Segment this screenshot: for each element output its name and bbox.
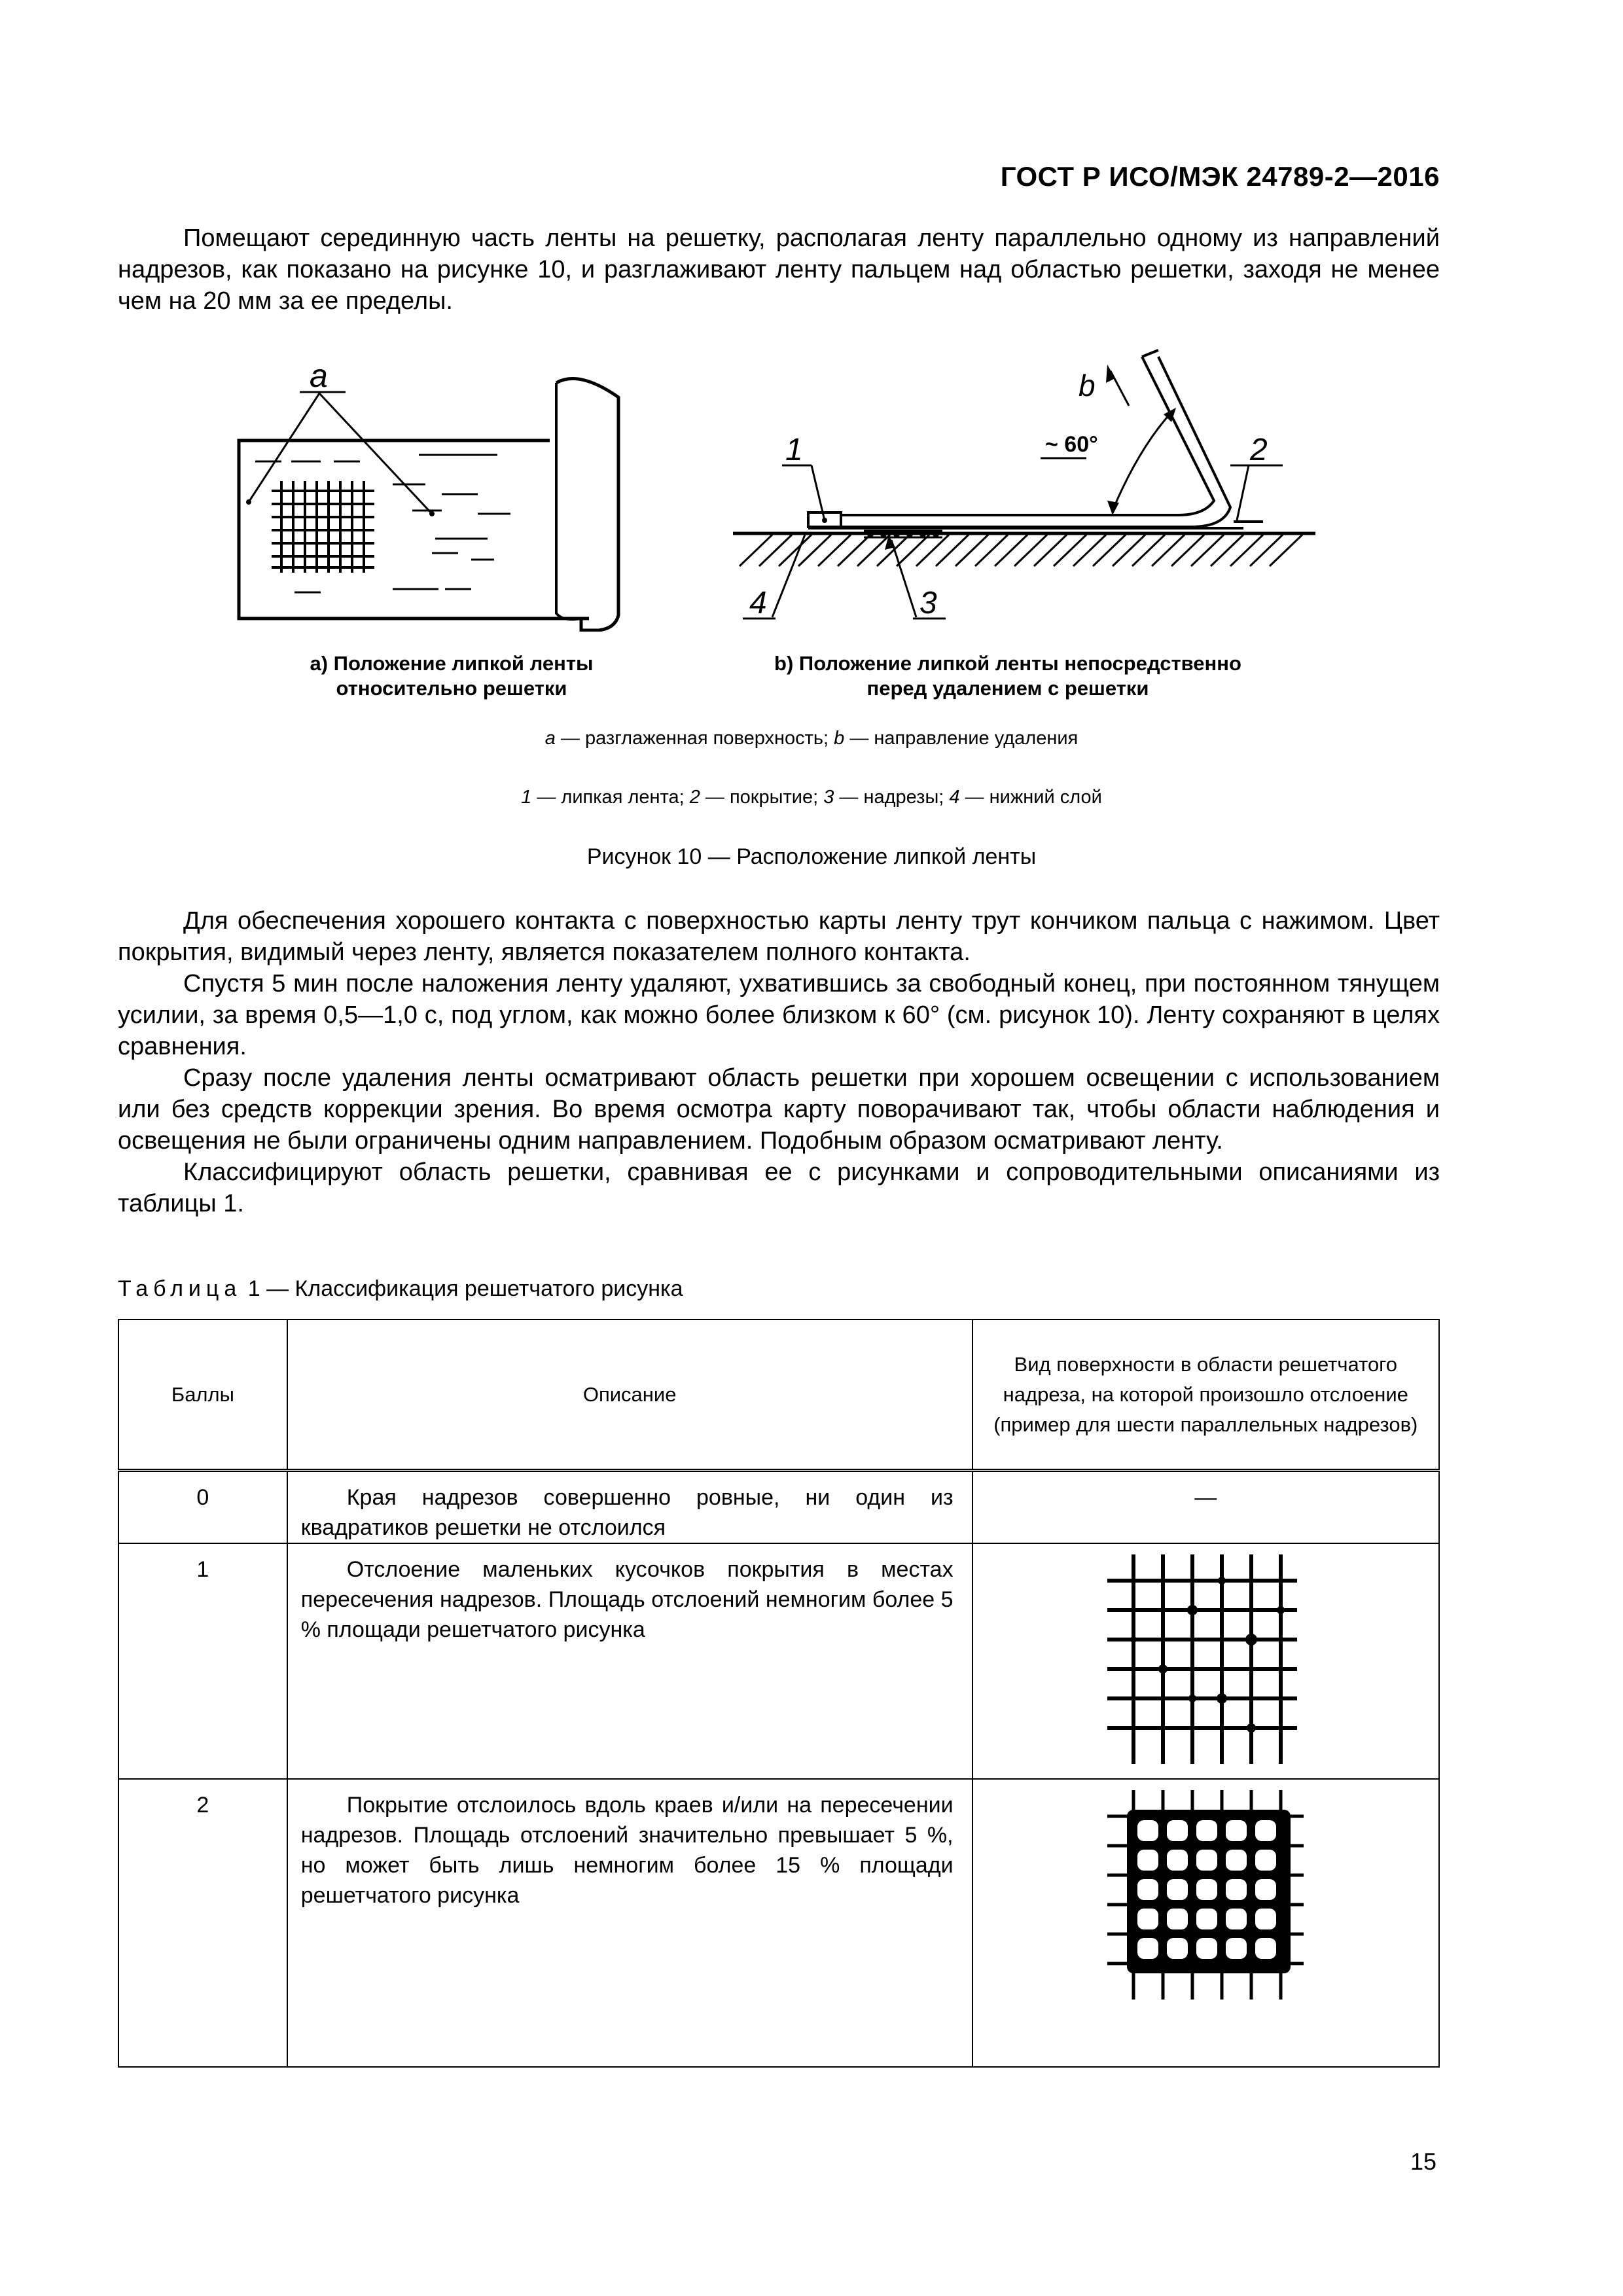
- row-view-dash: —: [972, 1471, 1439, 1544]
- body-paragraph-2: Спустя 5 мин после наложения ленту удаляют, ухватившись за свободный конец, при постоянном тянущем усилии, за время 0,5—1,0 с, под углом, как можно более близком к 60° (см. рисунок 10). Ленту сохраняют в целях сравнения.: [118, 970, 1440, 1060]
- body-paragraph-1: Для обеспечения хорошего контакта с поверхностью карты ленту трут кончиком пальца с нажимом. Цвет покрытия, видимый через ленту, является показателем полного контакта.: [118, 907, 1440, 966]
- document-header: ГОСТ Р ИСО/МЭК 24789-2—2016: [1000, 161, 1440, 192]
- body-paragraph-4: Классифицируют область решетки, сравнивая ее с рисунками и сопроводительными описаниями из таблицы 1.: [118, 1158, 1440, 1217]
- table-row: [118, 1779, 1439, 2067]
- caption-a: а) Положение липкой ленты относительно решетки: [310, 652, 594, 700]
- body-paragraph-3: Сразу после удаления ленты осматривают область решетки при хорошем освещении с использованием или без средств коррекции зрения. Во время осмотра карту поворачивают так, чтобы области наблюдения и освещения не были ограничены одним направлением. Подобным образом осматривают ленту.: [118, 1064, 1440, 1155]
- label-3: 3: [919, 586, 937, 620]
- table-header-row: [118, 1319, 1439, 1471]
- table-title: Таблица 1 — Классификация решетчатого рисунка: [118, 1276, 683, 1301]
- label-b: b: [1079, 368, 1096, 403]
- row-score: 1: [118, 1543, 287, 1779]
- figure-legend-letters: a — разглаженная поверхность; b — направление удаления: [544, 728, 1079, 749]
- table-row: [118, 1471, 1439, 1544]
- label-a: a: [310, 357, 328, 394]
- caption-b: b) Положение липкой ленты непосредственно перед удалением с решетки: [774, 652, 1241, 700]
- header-description: Описание: [287, 1319, 972, 1471]
- page-number: 15: [1410, 2148, 1436, 2175]
- classification-table: [118, 1319, 1440, 2068]
- label-4: 4: [749, 586, 767, 620]
- intro-text: Помещают серединную часть ленты на решетку, располагая ленту параллельно одному из направлений надрезов, как показано на рисунке 10, и разглаживают ленту пальцем над областью решетки, заходя не менее чем на 20 мм за ее пределы.: [118, 224, 1440, 315]
- figure-title: Рисунок 10 — Расположение липкой ленты: [586, 844, 1037, 869]
- row-score: 2: [118, 1779, 287, 2067]
- row-description: Покрытие отслоилось вдоль краев и/или на пересечении надрезов. Площадь отслоений значительно превышает 5 %, но может быть лишь немногим более 15 % площади решетчатого рисунка: [287, 1779, 972, 2067]
- label-2: 2: [1250, 433, 1268, 467]
- row-description: Отслоение маленьких кусочков покрытия в местах пересечения надрезов. Площадь отслоений немногим более 5 % площади решетчатого рисунка: [287, 1543, 972, 1779]
- grid-pattern-score2: [1101, 1784, 1310, 2006]
- label-1: 1: [785, 433, 803, 467]
- row-view: [972, 1779, 1439, 2067]
- row-view: [972, 1543, 1439, 1779]
- header-surface-view: Вид поверхности в области решетчатого надреза, на которой произошло отслоение (пример для шести параллельных надрезов): [972, 1319, 1439, 1471]
- body-paragraphs: [118, 905, 1440, 1219]
- grid-pattern-score1: [1101, 1548, 1310, 1770]
- row-score: 0: [118, 1471, 287, 1544]
- figure-legend-numbers: 1 — липкая лента; 2 — покрытие; 3 — надрезы; 4 — нижний слой: [521, 787, 1102, 808]
- row-description: Края надрезов совершенно ровные, ни один из квадратиков решетки не отслоился: [287, 1471, 972, 1544]
- figure-a-tape-on-grid: [223, 357, 668, 632]
- intro-paragraph: [118, 223, 1440, 317]
- header-score: Баллы: [118, 1319, 287, 1471]
- label-angle: ~ 60°: [1045, 432, 1098, 457]
- figure-b-tape-removal: [720, 344, 1322, 632]
- table-row: [118, 1543, 1439, 1779]
